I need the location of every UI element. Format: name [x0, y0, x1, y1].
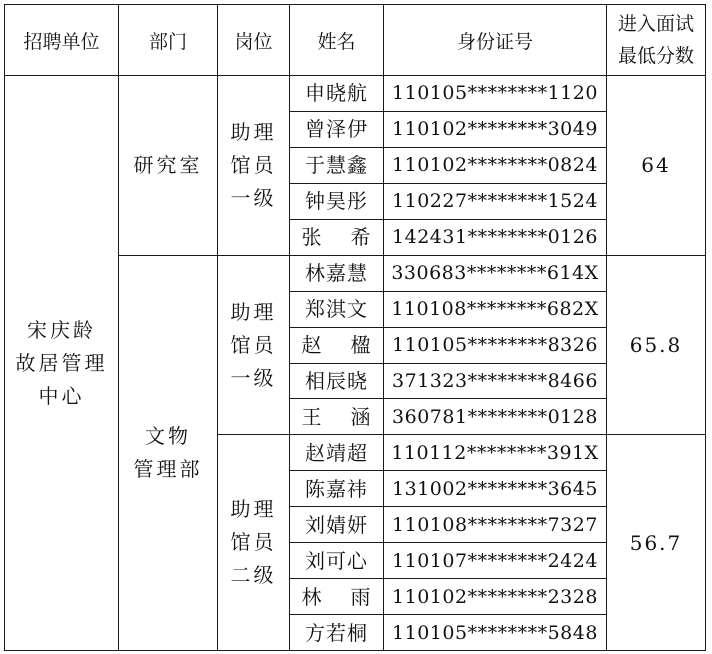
header-min-score-line2: 最低分数 [617, 45, 694, 67]
id-cell: 360781********0128 [384, 399, 607, 435]
name-cell: 郑淇文 [290, 291, 384, 327]
id-cell: 330683********614X [384, 255, 607, 291]
id-cell: 142431********0126 [384, 219, 607, 255]
name-cell: 曾泽伊 [290, 111, 384, 147]
dept-cell-relics: 文物 管理部 [119, 255, 218, 650]
header-min-score-line1: 进入面试 [617, 13, 694, 35]
name-cell: 赵 楹 [290, 327, 384, 363]
post-cell: 助理 馆员 二级 [218, 435, 290, 651]
id-cell: 110105********8326 [384, 327, 607, 363]
header-row [5, 5, 706, 76]
name-cell: 刘婧妍 [290, 507, 384, 543]
header-id: 身份证号 [384, 5, 607, 76]
id-cell: 110107********2424 [384, 543, 607, 579]
id-cell: 110108********682X [384, 291, 607, 327]
name-cell: 刘可心 [290, 543, 384, 579]
name-cell: 于慧鑫 [290, 147, 384, 183]
id-cell: 110102********2328 [384, 579, 607, 615]
unit-label: 宋庆龄 故居管理 中心 [15, 317, 108, 408]
recruitment-table [4, 4, 706, 651]
name-cell: 相辰晓 [290, 363, 384, 399]
min-score-cell: 56.7 [607, 435, 706, 651]
name-cell: 钟昊彤 [290, 183, 384, 219]
id-cell: 110112********391X [384, 435, 607, 471]
header-dept: 部门 [119, 5, 218, 76]
header-post: 岗位 [218, 5, 290, 76]
id-cell: 110102********3049 [384, 111, 607, 147]
id-cell: 110105********5848 [384, 615, 607, 651]
header-unit: 招聘单位 [5, 5, 119, 76]
id-cell: 110105********1120 [384, 76, 607, 112]
header-name: 姓名 [290, 5, 384, 76]
min-score-cell: 64 [607, 76, 706, 256]
name-cell: 申晓航 [290, 76, 384, 112]
name-cell: 林 雨 [290, 579, 384, 615]
name-cell: 赵靖超 [290, 435, 384, 471]
post-cell: 助理 馆员 一级 [218, 76, 290, 256]
name-cell: 林嘉慧 [290, 255, 384, 291]
name-cell: 张 希 [290, 219, 384, 255]
min-score-cell: 65.8 [607, 255, 706, 435]
header-min-score [607, 5, 706, 76]
id-cell: 371323********8466 [384, 363, 607, 399]
name-cell: 方若桐 [290, 615, 384, 651]
unit-cell [5, 76, 119, 651]
post-cell: 助理 馆员 一级 [218, 255, 290, 435]
name-cell: 王 涵 [290, 399, 384, 435]
id-cell: 131002********3645 [384, 471, 607, 507]
name-cell: 陈嘉祎 [290, 471, 384, 507]
id-cell: 110108********7327 [384, 507, 607, 543]
dept-cell-research: 研究室 [119, 76, 218, 256]
id-cell: 110102********0824 [384, 147, 607, 183]
table-row [5, 76, 706, 112]
id-cell: 110227********1524 [384, 183, 607, 219]
